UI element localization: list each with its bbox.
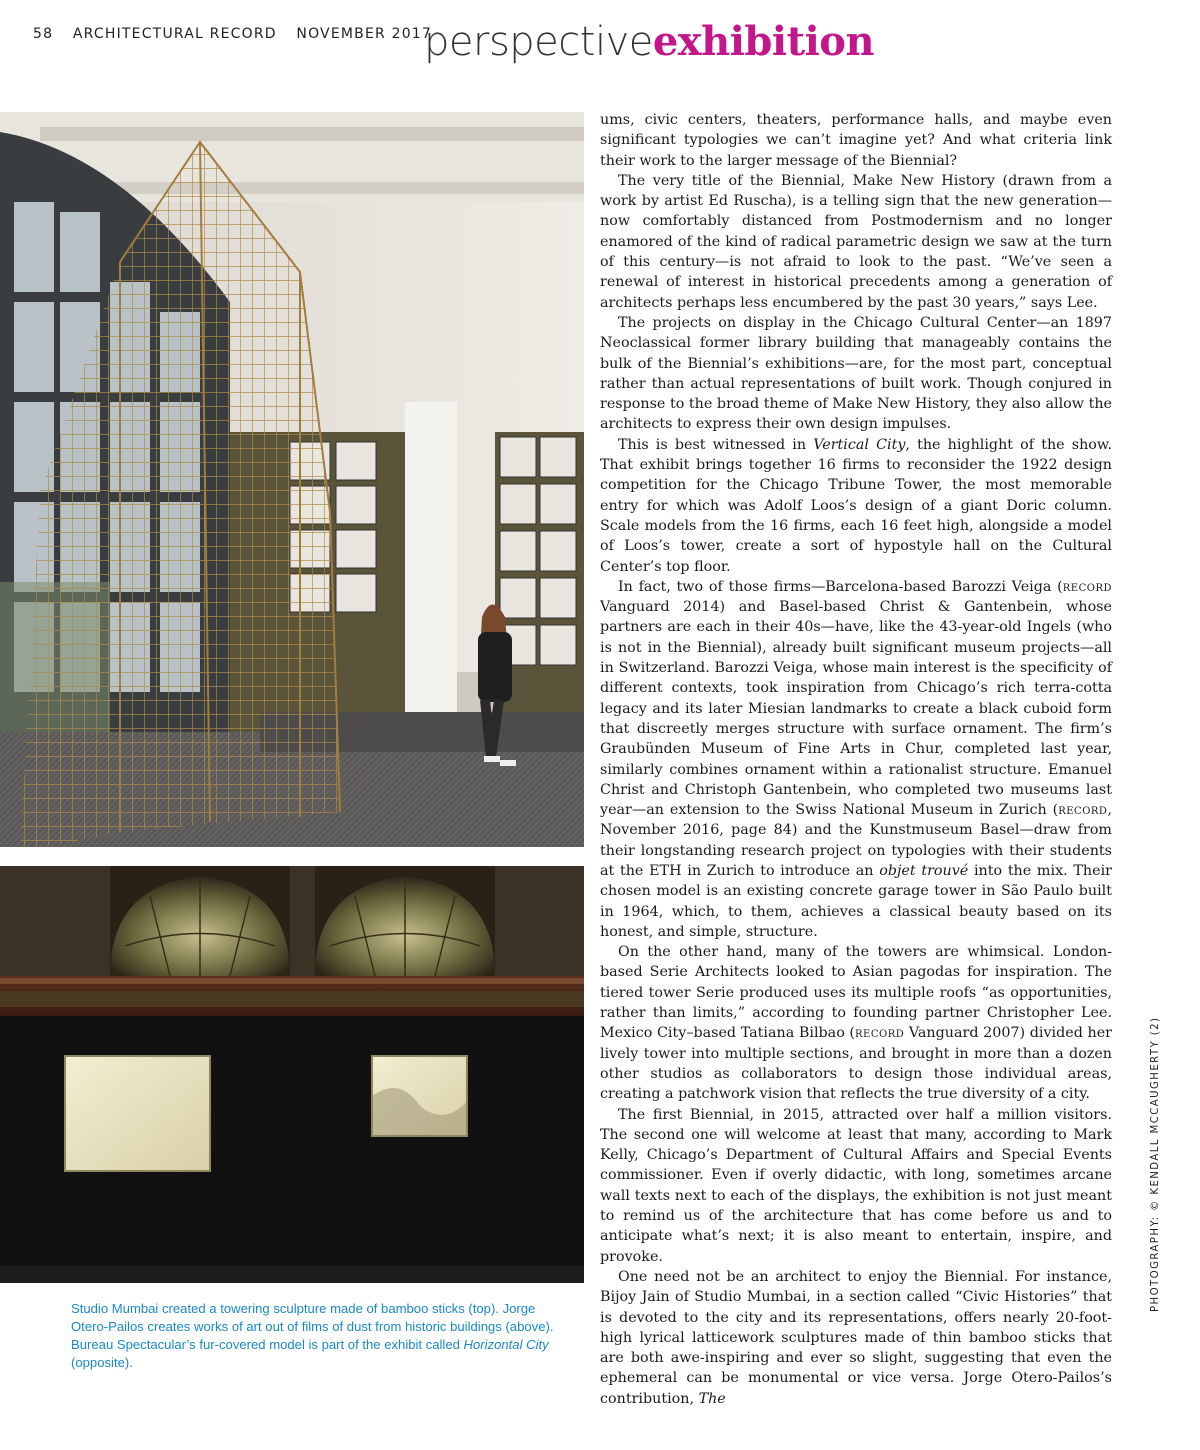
section-title-light: perspective [424, 19, 653, 65]
caption-text: Studio Mumbai created a towering sculpture made of bamboo sticks (top). Jorge Otero-Pailos creates works of art out of films of dust from historic buildings (above). Bureau Spectacular’s fur-covered model is part of the exhibit called [71, 1301, 554, 1352]
caption-text-end: (opposite). [71, 1355, 133, 1370]
paragraph-2: The very title of the Biennial, Make New History (drawn from a work by artist Ed Ruscha), is a telling sign that the new generation—now comfortably distanced from Postmodernism and no longer enamored of the kind of radical parametric design we saw at the turn of this century—is not afraid to look to the past. “We’ve seen a renewal of interest in historical precedents among a generation of architects perhaps less encumbered by the past 30 years,” says Lee. [600, 172, 1112, 311]
paragraph-8-italic: The [698, 1390, 726, 1407]
paragraph-4 [600, 435, 1112, 577]
paragraph-5-text-end: into the mix. Their chosen model is an existing concrete garage tower in São Paulo built in 1964, which, to them, achieves a classical beauty based on its honest, and simple, structure. [600, 862, 1112, 940]
page-header [0, 0, 1200, 70]
paragraph-4-italic: Vertical City [813, 436, 906, 453]
section-title-bold: exhibition [652, 18, 875, 65]
record-small-caps: record [1058, 802, 1108, 819]
dust-films-illustration [0, 866, 584, 1283]
paragraph-7: The first Biennial, in 2015, attracted over half a million visitors. The second one will welcome at least that many, according to Mark Kelly, Chicago’s Department of Cultural Affairs and Special Events commissioner. Even if overly didactic, with long, sometimes arcane wall texts next to each of the displays, the exhibition is not just meant to remind us of the architecture that has come before us and to anticipate what’s next; it is also meant to entertain, inspire, and provoke. [600, 1106, 1112, 1265]
bamboo-sculpture-illustration [0, 112, 584, 847]
article-body [600, 110, 1112, 1409]
paragraph-5-italic: objet trouvé [879, 862, 969, 879]
paragraph-5-text-2: Vanguard 2014) and Basel-based Christ & Gantenbein, whose partners are each in their 40s—have, like the 43-year-old Ingels (who is not in the Biennial), already built significant museum projects—all in Switzerland. Barozzi Veiga, whose main interest is the specificity of different contexts, took inspiration from Chicago’s rich terra-cotta legacy and its later Miesian landmarks to create a black cuboid form that discreetly merges structure with surface ornament. The firm’s Graubünden Museum of Fine Arts in Chur, completed last year, similarly combines ornament within a rationalist structure. Emanuel Christ and Christoph Gantenbein, who completed two museums last year—an extension to the Swiss National Museum in Zurich ( [600, 599, 1112, 819]
paragraph-4-text-end: , the highlight of the show. That exhibit brings together 16 firms to reconsider the 1922 design competition for the Chicago Tribune Tower, the most memorable entry for which was Adolf Loos’s design of a giant Doric column. Scale models from the 16 firms, each 16 feet high, alongside a model of Loos’s tower, create a sort of hypostyle hall on the Cultural Center’s top floor. [600, 436, 1112, 575]
folio [33, 26, 432, 42]
photo-dust-films [0, 866, 584, 1283]
paragraph-8 [600, 1267, 1112, 1409]
section-title [424, 18, 874, 66]
page-number: 58 [33, 26, 54, 42]
paragraph-4-text: This is best witnessed in [618, 436, 814, 453]
paragraph-8-text: One need not be an architect to enjoy the Biennial. For instance, Bijoy Jain of Studio Mumbai, in a section called “Civic Histories” that is devoted to the city and its representations, offers nearly 20-foot-high lyrical latticework sculptures made of thin bamboo sticks that are both awe-inspiring and ever so slight, suggesting that even the ephemeral can be monumental or vice versa. Jorge Otero-Pailos’s contribution, [600, 1268, 1112, 1407]
paragraph-3: The projects on display in the Chicago Cultural Center—an 1897 Neoclassical former library building that manageably contains the bulk of the Biennial’s exhibitions—are, for the most part, conceptual rather than actual representations of built work. Though conjured in response to the broad theme of Make New History, they also allow the architects to express their own design impulses. [600, 314, 1112, 433]
record-small-caps: record [1062, 578, 1112, 595]
record-small-caps: record [855, 1025, 905, 1042]
paragraph-1: ums, civic centers, theaters, performance halls, and maybe even significant typologies we can’t imagine yet? And what criteria link their work to the larger message of the Biennial? [600, 112, 1112, 169]
magazine-name: ARCHITECTURAL RECORD [72, 26, 277, 42]
caption-italic: Horizontal City [463, 1337, 549, 1352]
paragraph-5 [600, 577, 1112, 942]
paragraph-6-text-end: Vanguard 2007) divided her lively tower into multiple sections, and brought in more than a dozen other studios as collaborators to design those individual areas, creating a patchwork vision that reflects the true diversity of a city. [600, 1025, 1112, 1103]
paragraph-5-text-3: , November 2016, page 84) and the Kunstmuseum Basel—draw from their longstanding research project on typologies with their students at the ETH in Zurich to introduce an [600, 802, 1112, 879]
photo-credit: PHOTOGRAPHY: © KENDALL MCCAUGHERTY (2) [1150, 1016, 1161, 1312]
photo-caption [71, 1300, 571, 1372]
paragraph-5-text: In fact, two of those firms—Barcelona-based Barozzi Veiga ( [618, 578, 1063, 595]
paragraph-6-text: On the other hand, many of the towers are whimsical. London-based Serie Architects looked to Asian pagodas for inspiration. The tiered tower Serie produced uses its multiple roofs “as opportunities, rather than limits,” according to founding partner Christopher Lee. Mexico City–based Tatiana Bilbao ( [600, 944, 1112, 1042]
photo-bamboo-sculpture [0, 112, 584, 847]
paragraph-6 [600, 942, 1112, 1104]
issue-date: NOVEMBER 2017 [296, 26, 433, 42]
